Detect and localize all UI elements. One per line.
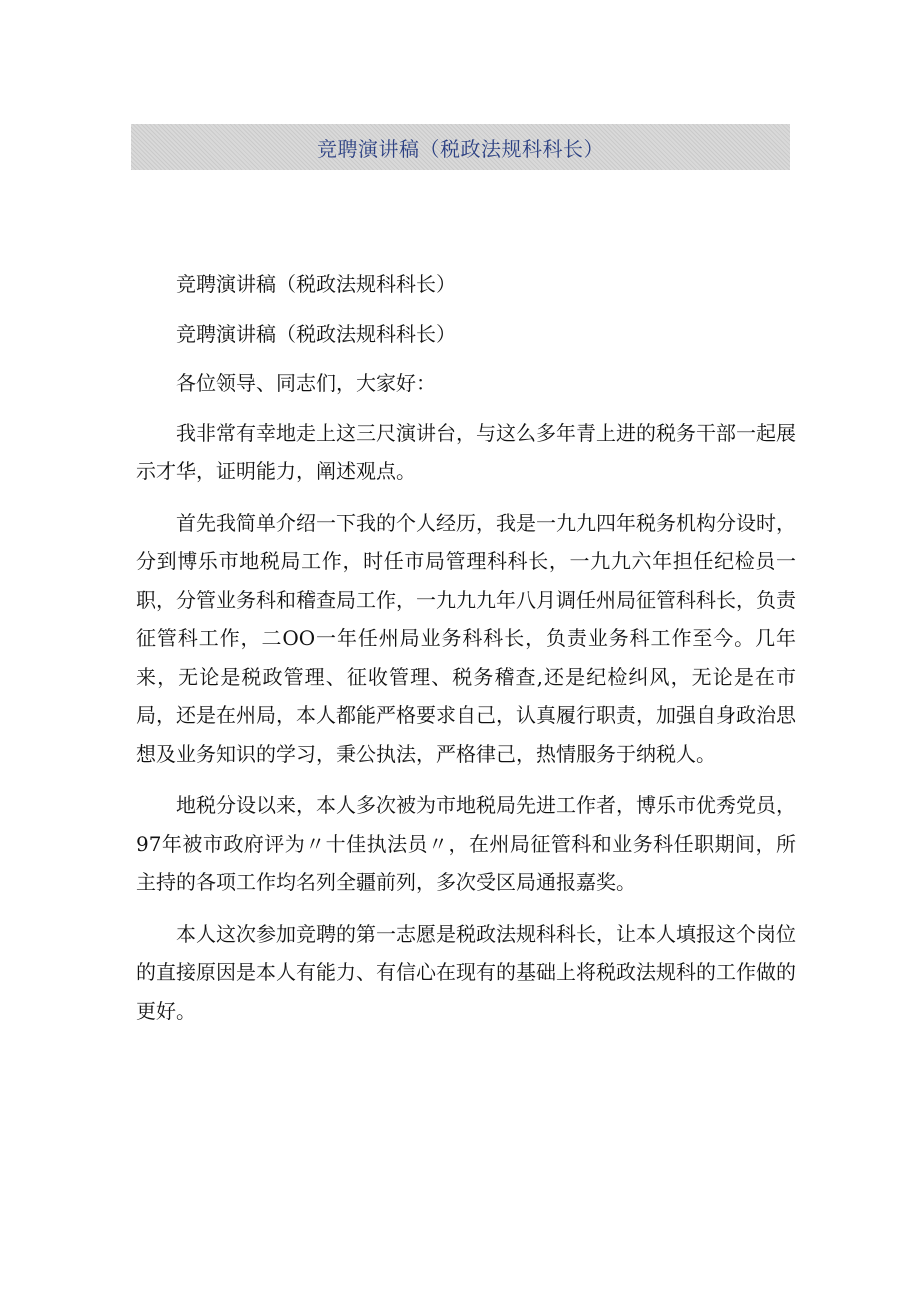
paragraph-motivation: 本人这次参加竞聘的第一志愿是税政法规科科长，让本人填报这个岗位的直接原因是本人有能力、有信心在现有的基础上将税政法规科的工作做的更好。 — [136, 921, 796, 1023]
title-banner — [131, 124, 790, 170]
heading-line: 竞聘演讲稿（税政法规科科长） — [176, 272, 456, 296]
paragraph-honors: 地税分设以来，本人多次被为市地税局先进工作者，博乐市优秀党员，97年被市政府评为〃十佳执法员〃，在州局征管科和业务科任职期间，所主持的各项工作均名列全疆前列，多次受区局通报嘉奖。 — [136, 793, 796, 894]
document-body — [136, 265, 796, 1043]
paragraph-intro: 我非常有幸地走上这三尺演讲台，与这么多年青上进的税务干部一起展示才华，证明能力，阐述观点。 — [136, 420, 796, 483]
heading-line-repeat: 竞聘演讲稿（税政法规科科长） — [176, 321, 456, 346]
document-title: 竞聘演讲稿（税政法规科科长） — [317, 136, 604, 161]
paragraph-experience: 首先我简单介绍一下我的个人经历，我是一九九四年税务机构分设时，分到博乐市地税局工作，时任市局管理科科长，一九九六年担任纪检员一职，分管业务科和稽查局工作，一九九九年八月调任州局征管科科长，负责征管科工作，二OO一年任州局业务科科长，负责业务科工作至今。几年来，无论是税政管理、征收管理、税务稽查,还是纪检纠风，无论是在市局，还是在州局，本人都能严格要求自己，认真履行职责，加强自身政治思想及业务知识的学习，秉公执法，严格律己，热情服务于纳税人。 — [136, 510, 796, 766]
salutation: 各位领导、同志们，大家好： — [176, 371, 436, 395]
